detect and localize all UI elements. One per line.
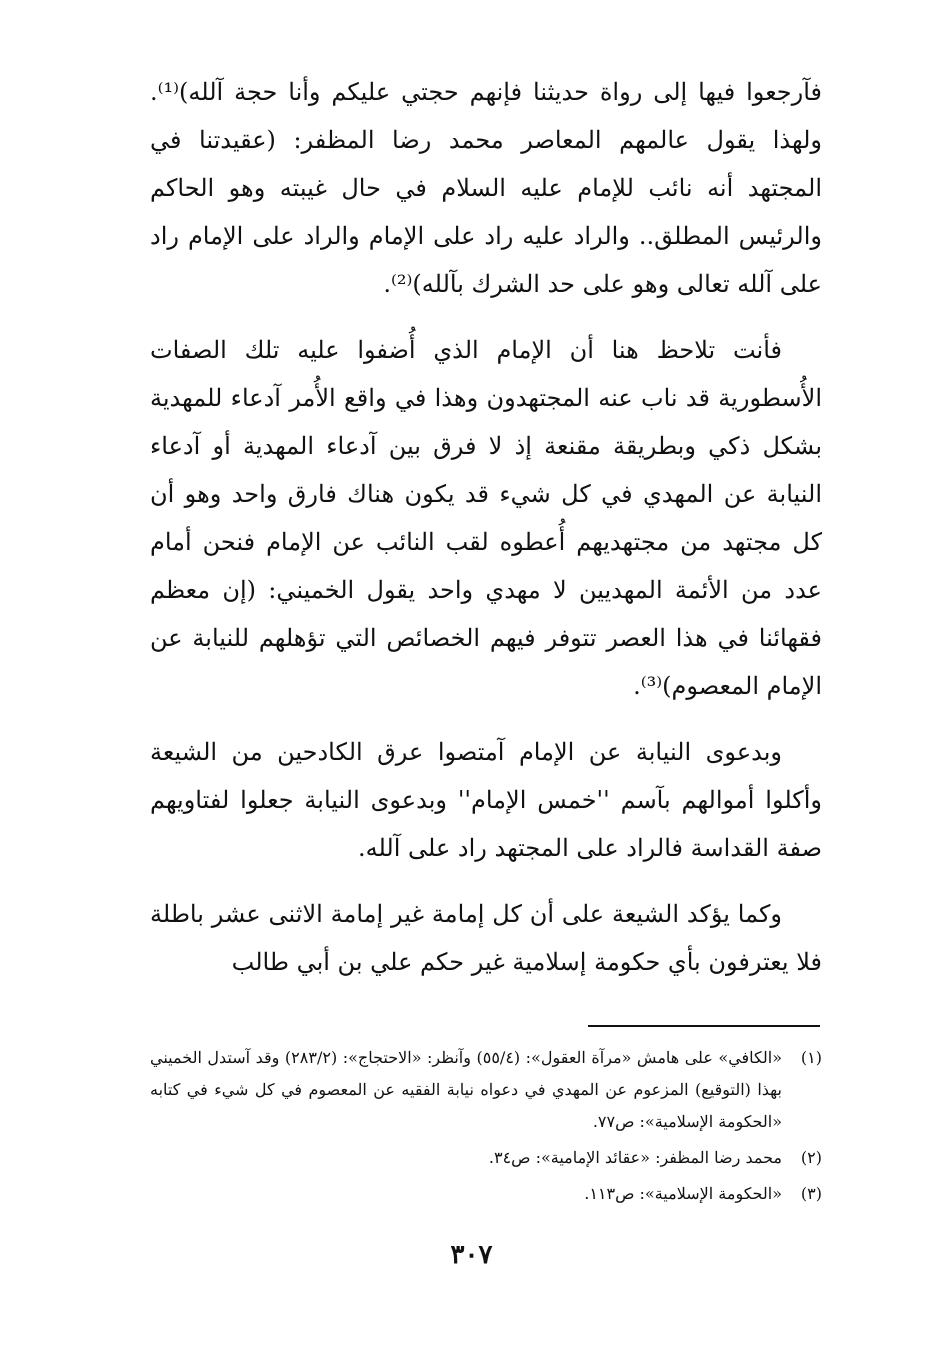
paragraph-4: وكما يؤكد الشيعة على أن كل إمامة غير إمامة الاثنى عشر باطلة فلا يعترفون بأي حكومة إسلامية غير حكم علي بن أبي طالب bbox=[150, 900, 822, 976]
footnote-number: (١) bbox=[800, 1048, 822, 1067]
footnote-3 bbox=[150, 1178, 822, 1210]
paragraph-2: فأنت تلاحظ هنا أن الإمام الذي أُضفوا عليه تلك الصفات الأُسطورية قد ناب عنه المجتهدون وهذا في واقع الأُمر آدعاء للمهدية بشكل ذكي وبطريقة مقنعة إذ لا فرق بين آدعاء المهدية أو آدعاء النيابة عن المهدي في كل شيء قد يكون هناك فارق واحد وهو أن كل مجتهد من مجتهديهم أُعطوه لقب النائب عن الإمام فنحن أمام عدد من الأئمة المهديين لا مهدي واحد يقول الخميني: (إن معظم فقهائنا في هذا العصر تتوفر فيهم الخصائص التي تؤهلهم للنيابة عن الإمام المعصوم)⁽³⁾. bbox=[150, 336, 822, 700]
footnote-number: (٣) bbox=[800, 1184, 822, 1203]
main-text bbox=[150, 68, 822, 1004]
page-number: ٣٠٧ bbox=[450, 1240, 493, 1270]
paragraph-3: وبدعوى النيابة عن الإمام آمتصوا عرق الكادحين من الشيعة وأكلوا أموالهم بآسم ''خمس الإمام'' وبدعوى النيابة جعلوا لفتاويهم صفة القداسة فالراد على المجتهد راد على آلله. bbox=[150, 738, 822, 862]
footnote-number: (٢) bbox=[800, 1148, 822, 1167]
footnote-separator bbox=[588, 1025, 820, 1027]
footnote-2 bbox=[150, 1142, 822, 1174]
footnote-1 bbox=[150, 1042, 822, 1138]
footnote-text: «الكافي» على هامش «مرآة العقول»: (٥٥/٤) وآنظر: «الاحتجاج»: (٢٨٣/٢) وقد آستدل الخميني بهذا (التوقيع) المزعوم عن المهدي في دعواه نيابة الفقيه عن المعصوم في كل شيء في كتابه «الحكومة الإسلامية»: ص٧٧. bbox=[150, 1048, 783, 1131]
footnote-text: محمد رضا المظفر: «عقائد الإمامية»: ص٣٤. bbox=[488, 1148, 782, 1167]
paragraph-1: فآرجعوا فيها إلى رواة حديثنا فإنهم حجتي عليكم وأنا حجة آلله)⁽¹⁾. ولهذا يقول عالمهم المعاصر محمد رضا المظفر: (عقيدتنا في المجتهد أنه نائب للإمام عليه السلام في حال غيبته وهو الحاكم والرئيس المطلق.. والراد عليه راد على الإمام والراد على الإمام راد على آلله تعالى وهو على حد الشرك بآلله)⁽²⁾. bbox=[150, 78, 822, 298]
footnotes bbox=[150, 1042, 822, 1214]
footnote-text: «الحكومة الإسلامية»: ص١١٣. bbox=[584, 1184, 782, 1203]
